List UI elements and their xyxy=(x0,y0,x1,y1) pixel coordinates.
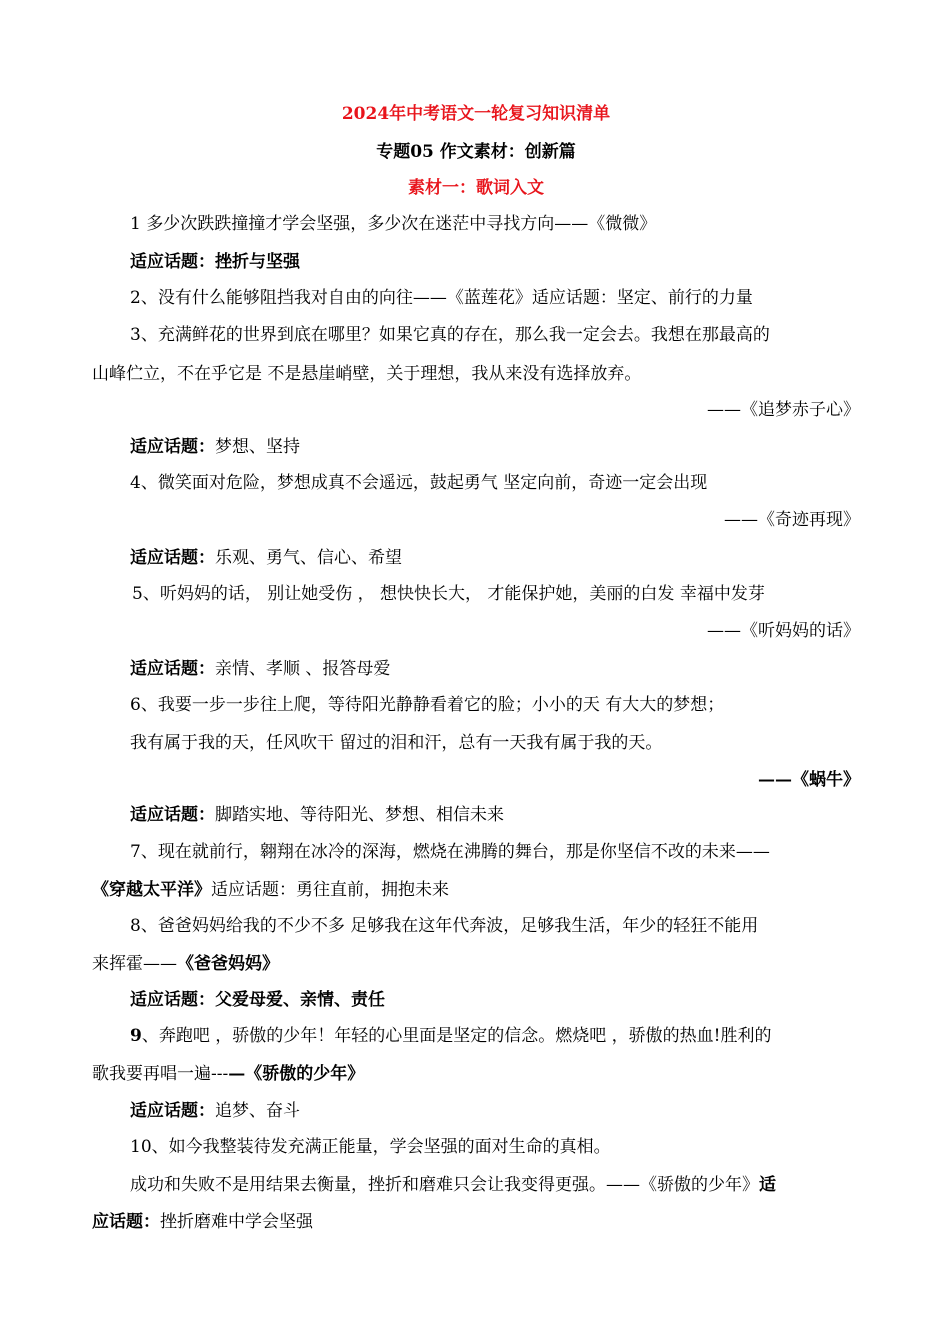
item-4-source: ——《奇迹再现》 xyxy=(724,510,860,530)
topic-value: 追梦、奋斗 xyxy=(215,1101,300,1121)
item-10-line-1: 10、如今我整装待发充满正能量，学会坚强的面对生命的真相。 xyxy=(130,1137,611,1157)
topic-6 xyxy=(130,803,860,827)
topic-label: 适应话题： xyxy=(130,1101,215,1121)
document-title: 2024年中考语文一轮复习知识清单 xyxy=(341,104,611,124)
item-7-line-1: 7、现在就前行，翱翔在冰冷的深海，燃烧在沸腾的舞台，那是你坚信不改的未来—— xyxy=(130,842,770,862)
item-8-source: 《爸爸妈妈》 xyxy=(177,954,279,974)
topic-value: 乐观、勇气、信心、希望 xyxy=(215,548,402,568)
topic-9 xyxy=(130,1099,860,1123)
item-5-source: ——《听妈妈的话》 xyxy=(707,621,860,641)
item-6-line-1: 6、我要一步一步往上爬，等待阳光静静看着它的脸；小小的天 有大大的梦想； xyxy=(130,695,725,715)
item-10-line-2: 成功和失败不是用结果去衡量，挫折和磨难只会让我变得更强。——《骄傲的少年》适 xyxy=(130,1175,776,1195)
item-7-topic: 适应话题：勇往直前，拥抱未来 xyxy=(211,880,449,900)
topic-4 xyxy=(130,546,860,570)
topic-8 xyxy=(130,988,860,1012)
topic-1 xyxy=(130,250,860,274)
topic-label: 适应话题： xyxy=(130,805,215,825)
item-9-line-1: 9、奔跑吧 ，骄傲的少年！年轻的心里面是坚定的信念。燃烧吧 ，骄傲的热血!胜利的 xyxy=(130,1026,772,1046)
item-4-line-1: 4、微笑面对危险，梦想成真不会遥远，鼓起勇气 坚定向前，奇迹一定会出现 xyxy=(130,473,708,493)
topic-label: 适应话题： xyxy=(130,548,215,568)
topic-value: 梦想、坚持 xyxy=(215,437,300,457)
topic-value: 挫折与坚强 xyxy=(215,252,300,272)
item-5-line-1: 5、听妈妈的话， 别让她受伤 ， 想快快长大， 才能保护她，美丽的白发 幸福中发芽 xyxy=(132,584,765,604)
topic-10 xyxy=(92,1210,860,1234)
item-9-source: —《骄傲的少年》 xyxy=(228,1064,365,1084)
item-7-line-2 xyxy=(92,878,860,902)
section-heading: 素材一：歌词入文 xyxy=(408,178,544,198)
topic-value: 挫折磨难中学会坚强 xyxy=(160,1212,313,1232)
item-3-source: ——《追梦赤子心》 xyxy=(707,400,860,420)
item-3-line-2: 山峰伫立，不在乎它是 不是悬崖峭壁，关于理想，我从来没有选择放弃。 xyxy=(92,364,642,384)
item-8-line-2: 来挥霍——《爸爸妈妈》 xyxy=(92,954,279,974)
topic-label: 适应话题： xyxy=(130,437,215,457)
topic-label: 适应话题： xyxy=(130,659,215,679)
item-6-source: ——《蜗牛》 xyxy=(758,770,860,790)
document-subtitle: 专题05 作文素材：创新篇 xyxy=(376,142,576,162)
item-8-line-1: 8、爸爸妈妈给我的不少不多 足够我在这年代奔波，足够我生活，年少的轻狂不能用 xyxy=(130,916,759,936)
topic-5 xyxy=(130,657,860,681)
item-2: 2、没有什么能够阻挡我对自由的向往——《蓝莲花》适应话题：坚定、前行的力量 xyxy=(130,288,753,308)
topic-label: 适应话题： xyxy=(130,252,215,272)
item-3-line-1: 3、充满鲜花的世界到底在哪里？如果它真的存在，那么我一定会去。我想在那最高的 xyxy=(130,325,770,345)
topic-value: 父爱母爱、亲情、责任 xyxy=(215,990,385,1010)
item-6-line-2: 我有属于我的天，任风吹干 留过的泪和汗，总有一天我有属于我的天。 xyxy=(130,733,663,753)
topic-label: 应话题： xyxy=(92,1212,160,1232)
topic-label: 适应话题： xyxy=(130,990,215,1010)
item-1: 1 多少次跌跌撞撞才学会坚强，多少次在迷茫中寻找方向——《微微》 xyxy=(130,214,657,234)
topic-value: 脚踏实地、等待阳光、梦想、相信未来 xyxy=(215,805,504,825)
item-7-source: 《穿越太平洋》 xyxy=(92,880,211,900)
topic-value: 亲情、孝顺 、报答母爱 xyxy=(215,659,391,679)
topic-3 xyxy=(130,435,860,459)
item-9-line-2: 歌我要再唱一遍---—《骄傲的少年》 xyxy=(92,1064,365,1084)
